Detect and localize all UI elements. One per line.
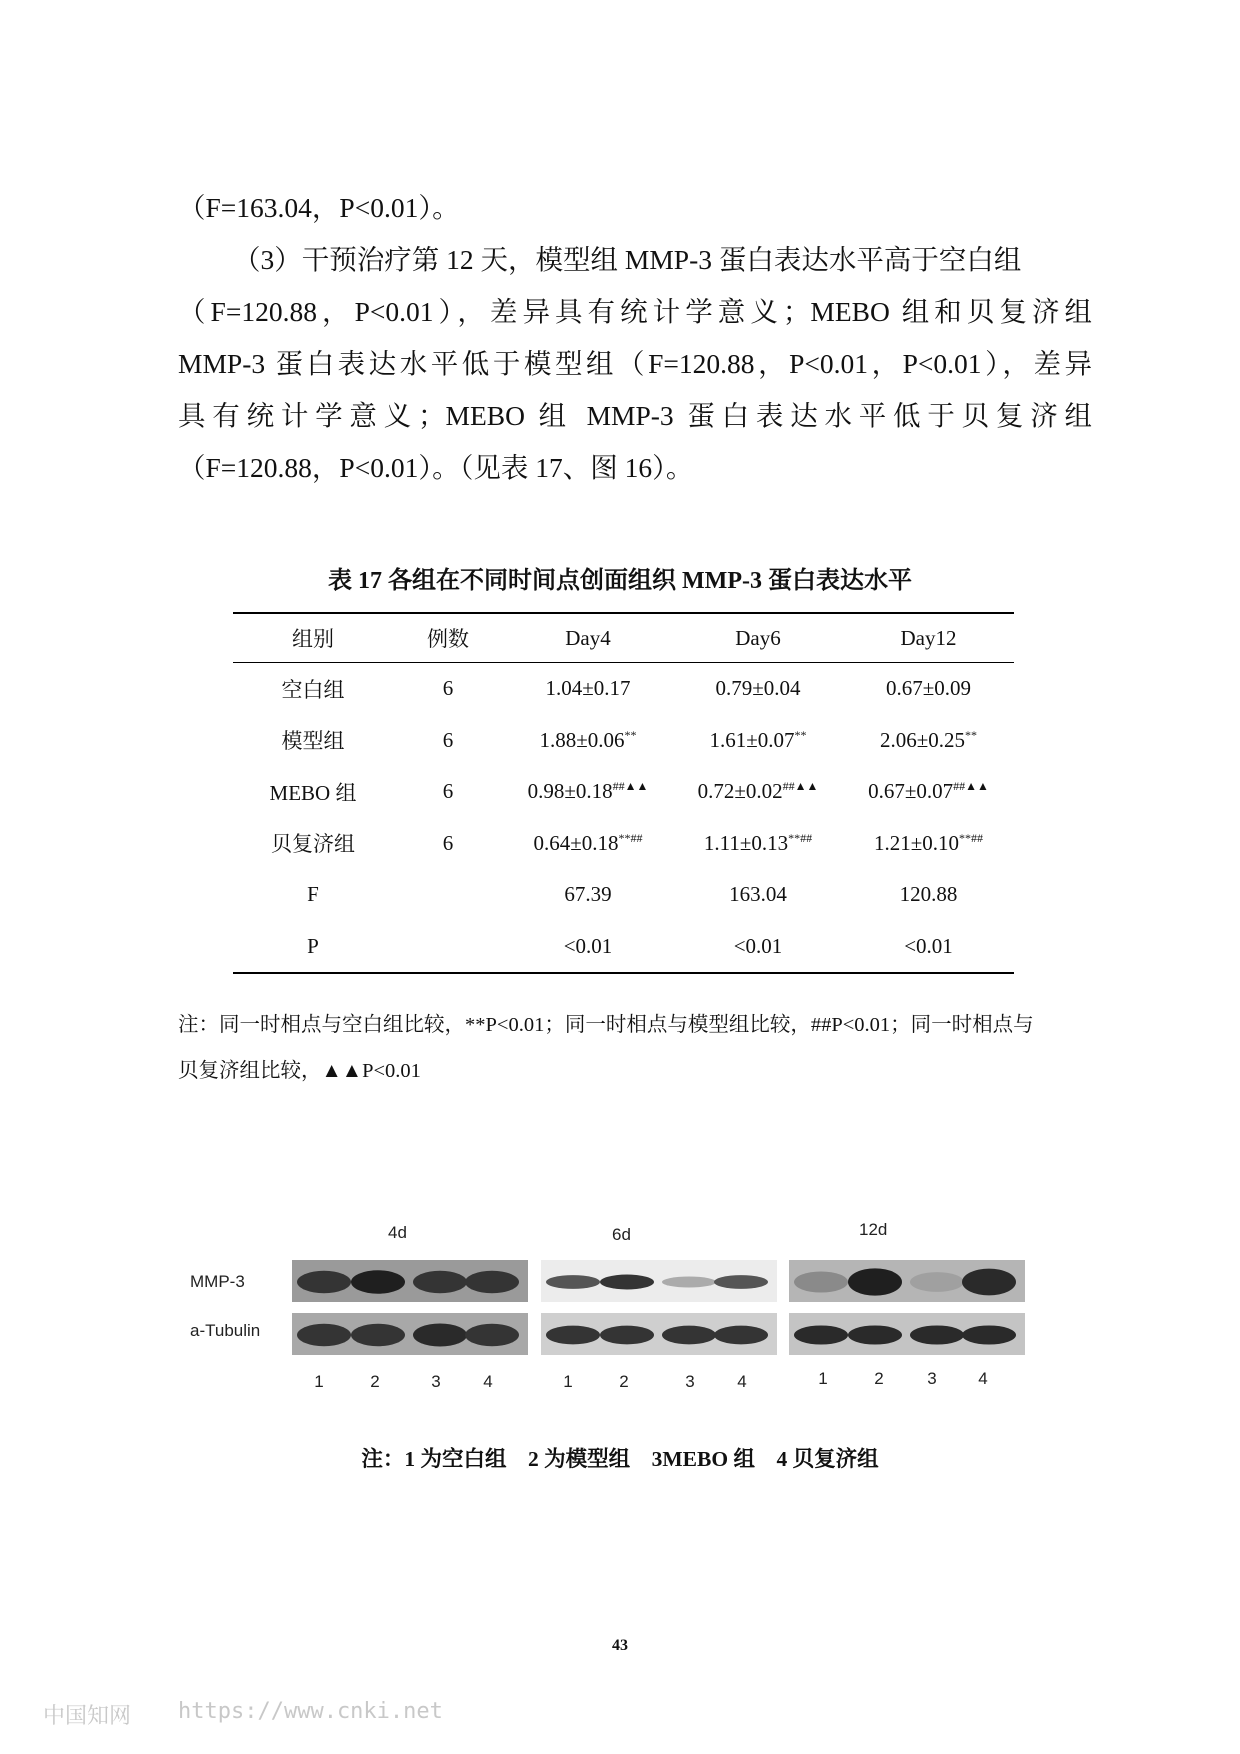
cell-day4 [503,766,673,818]
table-row [233,766,1014,818]
cell-sig: ##▲▲ [782,779,819,794]
cell-value: 1.61±0.07 [709,727,795,752]
figure-note: 注：1 为空白组 2 为模型组 3MEBO 组 4 贝复济组 [361,1447,879,1471]
cell-day4 [503,715,673,767]
lane-number: 3 [927,1369,937,1388]
blot-row-label-tubulin: a-Tubulin [190,1321,261,1340]
table-note-line-1: 注：同一时相点与空白组比较，**P<0.01；同一时相点与模型组比较，##P<0.01；同一时相点与 [178,1014,1034,1036]
lane-number: 1 [563,1372,573,1391]
blot-band [962,1269,1016,1296]
cell-day4: <0.01 [503,921,673,974]
lane-number: 4 [978,1369,988,1388]
cell-day12 [843,715,1014,767]
blot-panel-12d-mmp3 [789,1260,1025,1302]
cell-day4 [503,818,673,870]
cell-value: 0.79±0.04 [715,676,801,701]
cell-count [393,869,503,921]
blot-band [714,1275,768,1289]
blot-time-label-12d: 12d [859,1220,888,1239]
table-row [233,663,1014,715]
cell-sig: **## [959,830,984,845]
cell-sig: ** [965,727,978,742]
cell-day12 [843,818,1014,870]
cell-day6 [673,663,843,715]
blot-panel-4d-tubulin [292,1313,528,1355]
lane-number: 4 [737,1372,747,1391]
cell-group: F [307,882,319,907]
blot-panel-12d-tubulin [789,1313,1025,1355]
table-header-row [233,613,1014,663]
cell-day6: 163.04 [729,882,787,907]
blot-band [794,1325,848,1344]
cell-sig: ** [624,727,637,742]
blot-band [714,1326,768,1345]
cell-value: 1.11±0.13 [703,830,789,855]
cell-day6 [673,766,843,818]
blot-band [962,1325,1016,1344]
paragraph-line-5: 具有统计学意义；MEBO 组 MMP-3 蛋白表达水平低于贝复济组 [178,400,1092,431]
page-number: 43 [612,1637,628,1654]
blot-time-label-6d: 6d [612,1225,631,1244]
cell-sig: ##▲▲ [612,779,649,794]
cell-group: 贝复济组 [271,832,355,857]
cell-value: 0.72±0.02 [697,779,783,804]
blot-time-label-4d: 4d [388,1223,407,1242]
blot-band [546,1326,600,1345]
paragraph-line-1: （F=163.04，P<0.01）。 [178,192,460,223]
lane-number: 2 [619,1372,629,1391]
cell-day4 [503,663,673,715]
cell-day12 [843,766,1014,818]
blot-band [546,1275,600,1289]
blot-band [848,1325,902,1344]
blot-band [413,1324,467,1347]
lane-number: 2 [370,1372,380,1391]
lane-number: 2 [874,1369,884,1388]
blot-band [600,1326,654,1345]
cell-day12: 120.88 [899,882,958,907]
blot-band [465,1271,519,1293]
cell-group: MEBO 组 [269,780,357,805]
table-note-line-2: 贝复济组比较，▲▲P<0.01 [178,1060,421,1082]
blot-panel-4d-mmp3 [292,1260,528,1302]
paragraph-line-6: （F=120.88，P<0.01）。（见表 17、图 16）。 [178,452,694,483]
blot-band [662,1277,716,1288]
cell-count: 6 [442,779,454,804]
blot-band [297,1271,351,1293]
header-day6: Day6 [673,613,843,663]
paragraph-line-3: （F=120.88，P<0.01），差异具有统计学意义；MEBO 组和贝复济组 [178,296,1092,327]
cell-count: 6 [442,676,454,701]
blot-band [910,1272,964,1292]
blot-panel-6d-tubulin [541,1313,777,1355]
blot-band [297,1324,351,1346]
blot-row-label-mmp3: MMP-3 [190,1272,245,1291]
watermark-logo-text: 中国知网 [43,1704,132,1729]
cell-count: 6 [442,830,454,855]
paragraph-line-4: MMP-3 蛋白表达水平低于模型组（F=120.88，P<0.01，P<0.01），差异 [178,348,1092,379]
lane-number: 4 [483,1372,493,1391]
blot-band [848,1268,902,1295]
cell-value: 1.21±0.10 [873,830,960,855]
blot-band [910,1325,964,1344]
cell-value: 2.06±0.25 [879,727,966,752]
table-row [233,715,1014,767]
cell-value: 0.64±0.18 [533,830,619,855]
cell-value: 0.98±0.18 [527,779,613,804]
cell-value: 0.67±0.07 [868,779,954,804]
cell-value: 1.04±0.17 [545,676,631,701]
lane-number: 3 [431,1372,441,1391]
header-day12: Day12 [843,613,1014,663]
cell-day6 [673,818,843,870]
header-group: 组别 [233,613,393,663]
cell-group: 模型组 [281,729,345,754]
cell-sig: ##▲▲ [953,779,989,794]
cell-group: 空白组 [281,677,345,702]
lane-number: 1 [818,1369,828,1388]
cell-sig: **## [618,830,643,845]
header-day4: Day4 [503,613,673,663]
cell-day12 [843,663,1014,715]
cell-sig: ** [794,727,807,742]
data-table [233,612,1014,974]
cell-day6 [673,715,843,767]
cell-count [393,921,503,974]
cell-sig: **## [788,830,813,845]
header-count: 例数 [393,613,503,663]
cell-count: 6 [442,727,454,752]
blot-band [600,1275,654,1290]
cell-day12: <0.01 [843,921,1014,974]
blot-band [662,1326,716,1345]
blot-band [465,1324,519,1346]
watermark-url: https://www.cnki.net [178,1699,443,1724]
table-row [233,921,1014,974]
blot-band [351,1324,405,1346]
cell-day4: 67.39 [564,882,612,907]
table-row [233,869,1014,921]
table-row [233,818,1014,870]
table-caption: 表 17 各组在不同时间点创面组织 MMP-3 蛋白表达水平 [328,568,912,594]
lane-number: 3 [685,1372,695,1391]
blot-panel-6d-mmp3 [541,1260,777,1302]
cell-day6: <0.01 [673,921,843,974]
cell-value: 0.67±0.09 [885,676,972,701]
paragraph-line-2: （3）干预治疗第 12 天，模型组 MMP-3 蛋白表达水平高于空白组 [233,244,1022,275]
blot-band [351,1270,405,1293]
blot-band [413,1271,467,1293]
blot-band [794,1271,848,1292]
cell-group: P [233,921,393,974]
lane-number: 1 [314,1372,324,1391]
cell-value: 1.88±0.06 [539,727,625,752]
